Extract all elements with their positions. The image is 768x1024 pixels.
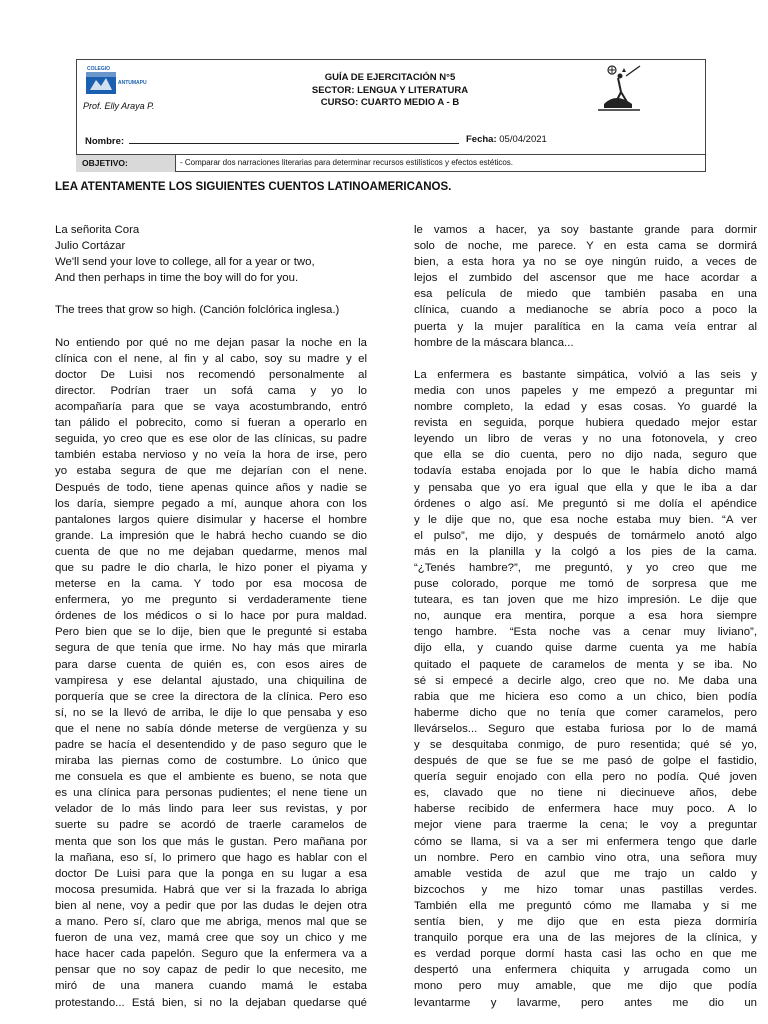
objective-label: OBJETIVO: (76, 155, 176, 172)
name-field[interactable] (129, 134, 459, 144)
left-column (55, 222, 367, 1011)
text-line: sé si empecé a decirle algo, creo que no. Me daba una (414, 674, 757, 687)
text-line: tuteara, es tan joven que me hizo impresión. Le dije que (414, 594, 757, 607)
text-line: puse colorado, porque me tomó de sorpresa que me (414, 578, 757, 591)
text-line: rabia que me hiciera eso como a un chico, bien podía (414, 690, 757, 703)
story-author: Julio Cortázar (55, 240, 126, 253)
epigraph-line: We'll send your love to college, all for a year or two, (55, 256, 315, 269)
text-line: También ella me preguntó cómo me llamaba y si me (414, 899, 757, 912)
text-line: sí, no se la llevó de arriba, le dije lo que pensaba y eso (55, 706, 367, 719)
text-line: mocosa presumida. Habrá que ver si la frazada lo abriga (55, 883, 367, 896)
epigraph-source: The trees that grow so high. (Canción folclórica inglesa.) (55, 304, 340, 317)
text-line: pantalones largos quiere disimular y hacerse el hombre (55, 513, 367, 526)
story-paragraph (55, 335, 367, 1011)
date-label: Fecha: (466, 134, 497, 145)
text-line: bizcochos y me hizo tomar unas pastillas verdes. (414, 883, 757, 896)
text-line: porquería que se cree la directora de la clínica. Pero eso (55, 690, 367, 703)
guide-title: GUÍA DE EJERCITACIÓN N°5 (324, 72, 456, 83)
epigraph-line: And then perhaps in time the boy will do for you. (55, 272, 299, 285)
story-paragraph (414, 222, 757, 351)
text-line: clínica con el nene, al fin y al cabo, soy su madre y el (55, 352, 367, 365)
name-label: Nombre: (85, 136, 125, 147)
text-line: que ella se dio cuenta, pero no dijo nada, seguro que (414, 449, 757, 462)
text-line: seguida, yo creo que es ese olor de las clínicas, su padre (55, 433, 367, 446)
text-line: para darse cuenta de quién es, con esos aires de (55, 658, 367, 671)
text-line: le vamos a hacer, ya soy bastante grande para dormir (414, 224, 757, 236)
text-line: y le dije que no, que esa noche estaba muy bien. “A ver (414, 513, 757, 526)
don-quixote-illustration (596, 64, 642, 112)
text-line: hombre de la máscara blanca... (414, 336, 574, 349)
text-line: meterse en la cama. Y todo por esa mocosa de (55, 578, 367, 591)
text-line: solo de noche, me parece. Y en esta cama se dormirá (414, 240, 757, 253)
title-block (230, 72, 550, 110)
text-line: quitado el paquete de caramelos de menta y se iba. No (414, 658, 757, 671)
text-line: y se desquitaba conmigo, de puro resentida; qué sé yo, (414, 739, 757, 751)
text-line: media con unos papeles y me empezó a preguntar mi (414, 384, 757, 397)
text-line: bien al nene, voy a pedir que por las dudas le dejen otra (55, 899, 367, 912)
text-line: después de que se fue se me pasó de golpe el fastidio, (414, 755, 757, 768)
text-line: leyendo un libro de veras y no una fotonovela, y creo (414, 433, 757, 446)
text-line: órdenes o algo así. Me preguntó si me dolía el apéndice (414, 497, 757, 510)
text-line: vampiresa y ese delantal ajustado, una chiquilina de (55, 674, 367, 687)
text-line: levantarme y lavarme, pero antes me dio un (414, 996, 757, 1009)
text-line: despertó una enfermera chiquita y arrugada como un (414, 964, 757, 977)
story-paragraph (414, 367, 757, 1011)
story-title: La señorita Cora (55, 224, 140, 236)
text-line: más en la planilla y la colgó a los pies de la cama. (414, 545, 757, 558)
text-line: todavía estaba enojada por lo que le había dicho mamá (414, 465, 757, 478)
text-line: que su padre le dio charla, le hizo poner el piyama y (55, 561, 367, 574)
text-line: mono pero muy amable, que me dijo que podía (414, 980, 757, 993)
text-line: Después de todo, tiene apenas quince años y nadie se (55, 481, 367, 494)
text-line: bien, a esta hora ya no se oye ningún ruido, a veces de (414, 256, 757, 269)
text-line: tan pálido el pobrecito, como si fueran a operarlo en (55, 417, 367, 430)
text-line: amable vestida de azul que me trajo un caldo y (414, 867, 757, 880)
text-line: me consuela es que el ambiente es bueno, se nota que (55, 771, 367, 784)
text-line: el pulso”, me dijo, y después de tomármelo anotó algo (414, 529, 757, 542)
text-line: es una clínica para personas pudientes; el nene tiene un (55, 787, 367, 800)
objective-row (76, 154, 706, 172)
text-line: llevárselos... Seguro que estaba furiosa por lo de mamá (414, 722, 757, 735)
text-line: padre se hacía el desentendido y de paso seguro que le (55, 739, 367, 751)
course-line: CURSO: CUARTO MEDIO A - B (320, 97, 460, 108)
sector-line: SECTOR: LENGUA Y LITERATURA (311, 84, 469, 96)
text-line: los daría, siempre pegado a mí, aunque ahora con los (55, 497, 367, 510)
text-line: haberme dicho que no tenía que comer caramelos, pero (414, 706, 757, 719)
text-line: dijo ella, y cuando quise darme cuenta ya me había (414, 642, 757, 655)
text-line: la mañana, eso sí, lo primero que hago es hablar con el (55, 851, 367, 864)
svg-text:ANTUMAPU: ANTUMAPU (118, 80, 147, 86)
text-line: y pensaba que yo era igual que ella y que le iba a dar (414, 481, 757, 494)
text-line: Pero bien que se lo dije, bien que le pregunté si estaba (55, 626, 367, 639)
objective-text: - Comparar dos narraciones literarias para determinar recursos estilísticos y efectos estéticos. (180, 158, 514, 167)
name-row (85, 134, 459, 147)
text-line: lejos el zumbido del ascensor que me hace acordar a (414, 272, 757, 285)
instruction-heading: LEA ATENTAMENTE LOS SIGUIENTES CUENTOS LATINOAMERICANOS. (55, 181, 452, 193)
text-line: velador de lo más lindo para leer sus revistas, y por (55, 803, 367, 816)
text-line: es, clavado que no tiene ni diecinueve años, debe (414, 787, 757, 800)
text-line: enfermera, yo me pregunto si verdaderamente tiene (55, 594, 367, 607)
text-line: miraba las piernas como de costumbre. Lo único que (55, 755, 367, 768)
text-line: grande. La impresión que le habrá hecho cuando se dio (55, 529, 367, 542)
text-line: yo estaba segura de que me dejarían con el nene. (55, 465, 367, 478)
school-logo (82, 64, 150, 100)
text-line: cuenta de que no me dejaban quedarme, menos mal (55, 545, 367, 558)
text-line: doctor De Luisi nos recomendó personalmente al (55, 368, 367, 381)
text-line: No entiendo por qué no me dejan pasar la noche en la (55, 336, 367, 349)
text-line: La enfermera es bastante simpática, volvió a las seis y (414, 368, 757, 381)
text-line: hace hacer cada papelón. Seguro que la enfermera va a (55, 948, 367, 961)
text-line: nombre completo, la edad y esas cosas. Yo guardé la (414, 401, 757, 414)
text-line: fueron de una vez, mamá cree que soy un chico y me (55, 932, 367, 945)
text-line: director. Podrían traer un sofá cama y yo lo (55, 384, 367, 397)
text-line: que el nene no sabía dónde meterse de vergüenza y su (55, 722, 367, 735)
text-line: miró de una manera cuando mamá le estaba (55, 980, 367, 993)
text-line: protestando... Está bien, si no la dejaban quedarse qué (55, 996, 367, 1009)
text-line: a mano. Pero sí, claro que me abriga, menos mal que se (55, 916, 367, 929)
text-line: suerte su padre se acordó de traerle caramelos de (55, 819, 367, 832)
text-line: un nombre. Pero en cambio vino otra, una señora muy (414, 851, 757, 864)
teacher-name: Prof. Elly Araya P. (83, 101, 155, 111)
text-line: acompañaría para que se vaya acostumbrando, entró (55, 401, 367, 414)
text-line: no, aunque era mentira, porque a esa hora siempre (414, 610, 757, 623)
text-line: doctor De Luisi para que la ponga en su lugar a esa (55, 867, 367, 880)
text-line: cómo se llama, si va a ser mi enfermera tengo que darle (414, 835, 757, 848)
text-line: clínica, cuando a medianoche se abría poco a poco la (414, 304, 757, 317)
text-line: tranquilo porque era una de las mejores de la clínica, y (414, 932, 757, 945)
text-line: “¿Tenés hambre?”, me preguntó, y yo creo que me (414, 561, 757, 574)
text-line: sentía bien, y me dijo que en esta pieza dormiría (414, 916, 757, 929)
logo-lettering: COLEGIO (87, 66, 111, 72)
right-column (414, 222, 757, 1011)
text-line: revista en seguida, porque hubiera quedado mejor estar (414, 417, 757, 430)
date-value: 05/04/2021 (499, 134, 547, 145)
text-line: pensar que no soy capaz de pedir lo que necesito, me (55, 964, 367, 977)
date-row (466, 134, 547, 145)
text-line: haberse recibido de enfermera hace muy poco. A lo (414, 803, 757, 816)
text-line: puerta y la mujer paralítica en la cama veía entrar al (414, 320, 757, 333)
text-line: menta que son los que más le gustan. Pero mañana por (55, 835, 367, 848)
text-line: segura de que tenía que irme. No hay más que mirarla (55, 642, 367, 655)
text-line: mejor viene para traerme la cena; le voy a preguntar (414, 819, 757, 832)
text-line: quería seguir enojado con ella pero no podía. Qué joven (414, 771, 757, 784)
text-line: es verdad porque dormí hasta casi las ocho en que me (414, 948, 757, 961)
text-line: esa película de miedo que también pasaba en una (414, 288, 757, 301)
text-line: también estaba nervioso y no veía la hora de irse, pero (55, 449, 367, 462)
text-line: tengo hambre. “Esta noche vas a cenar muy liviano”, (414, 626, 757, 639)
text-line: órdenes de los médicos o si lo hace por pura maldad. (55, 610, 367, 623)
